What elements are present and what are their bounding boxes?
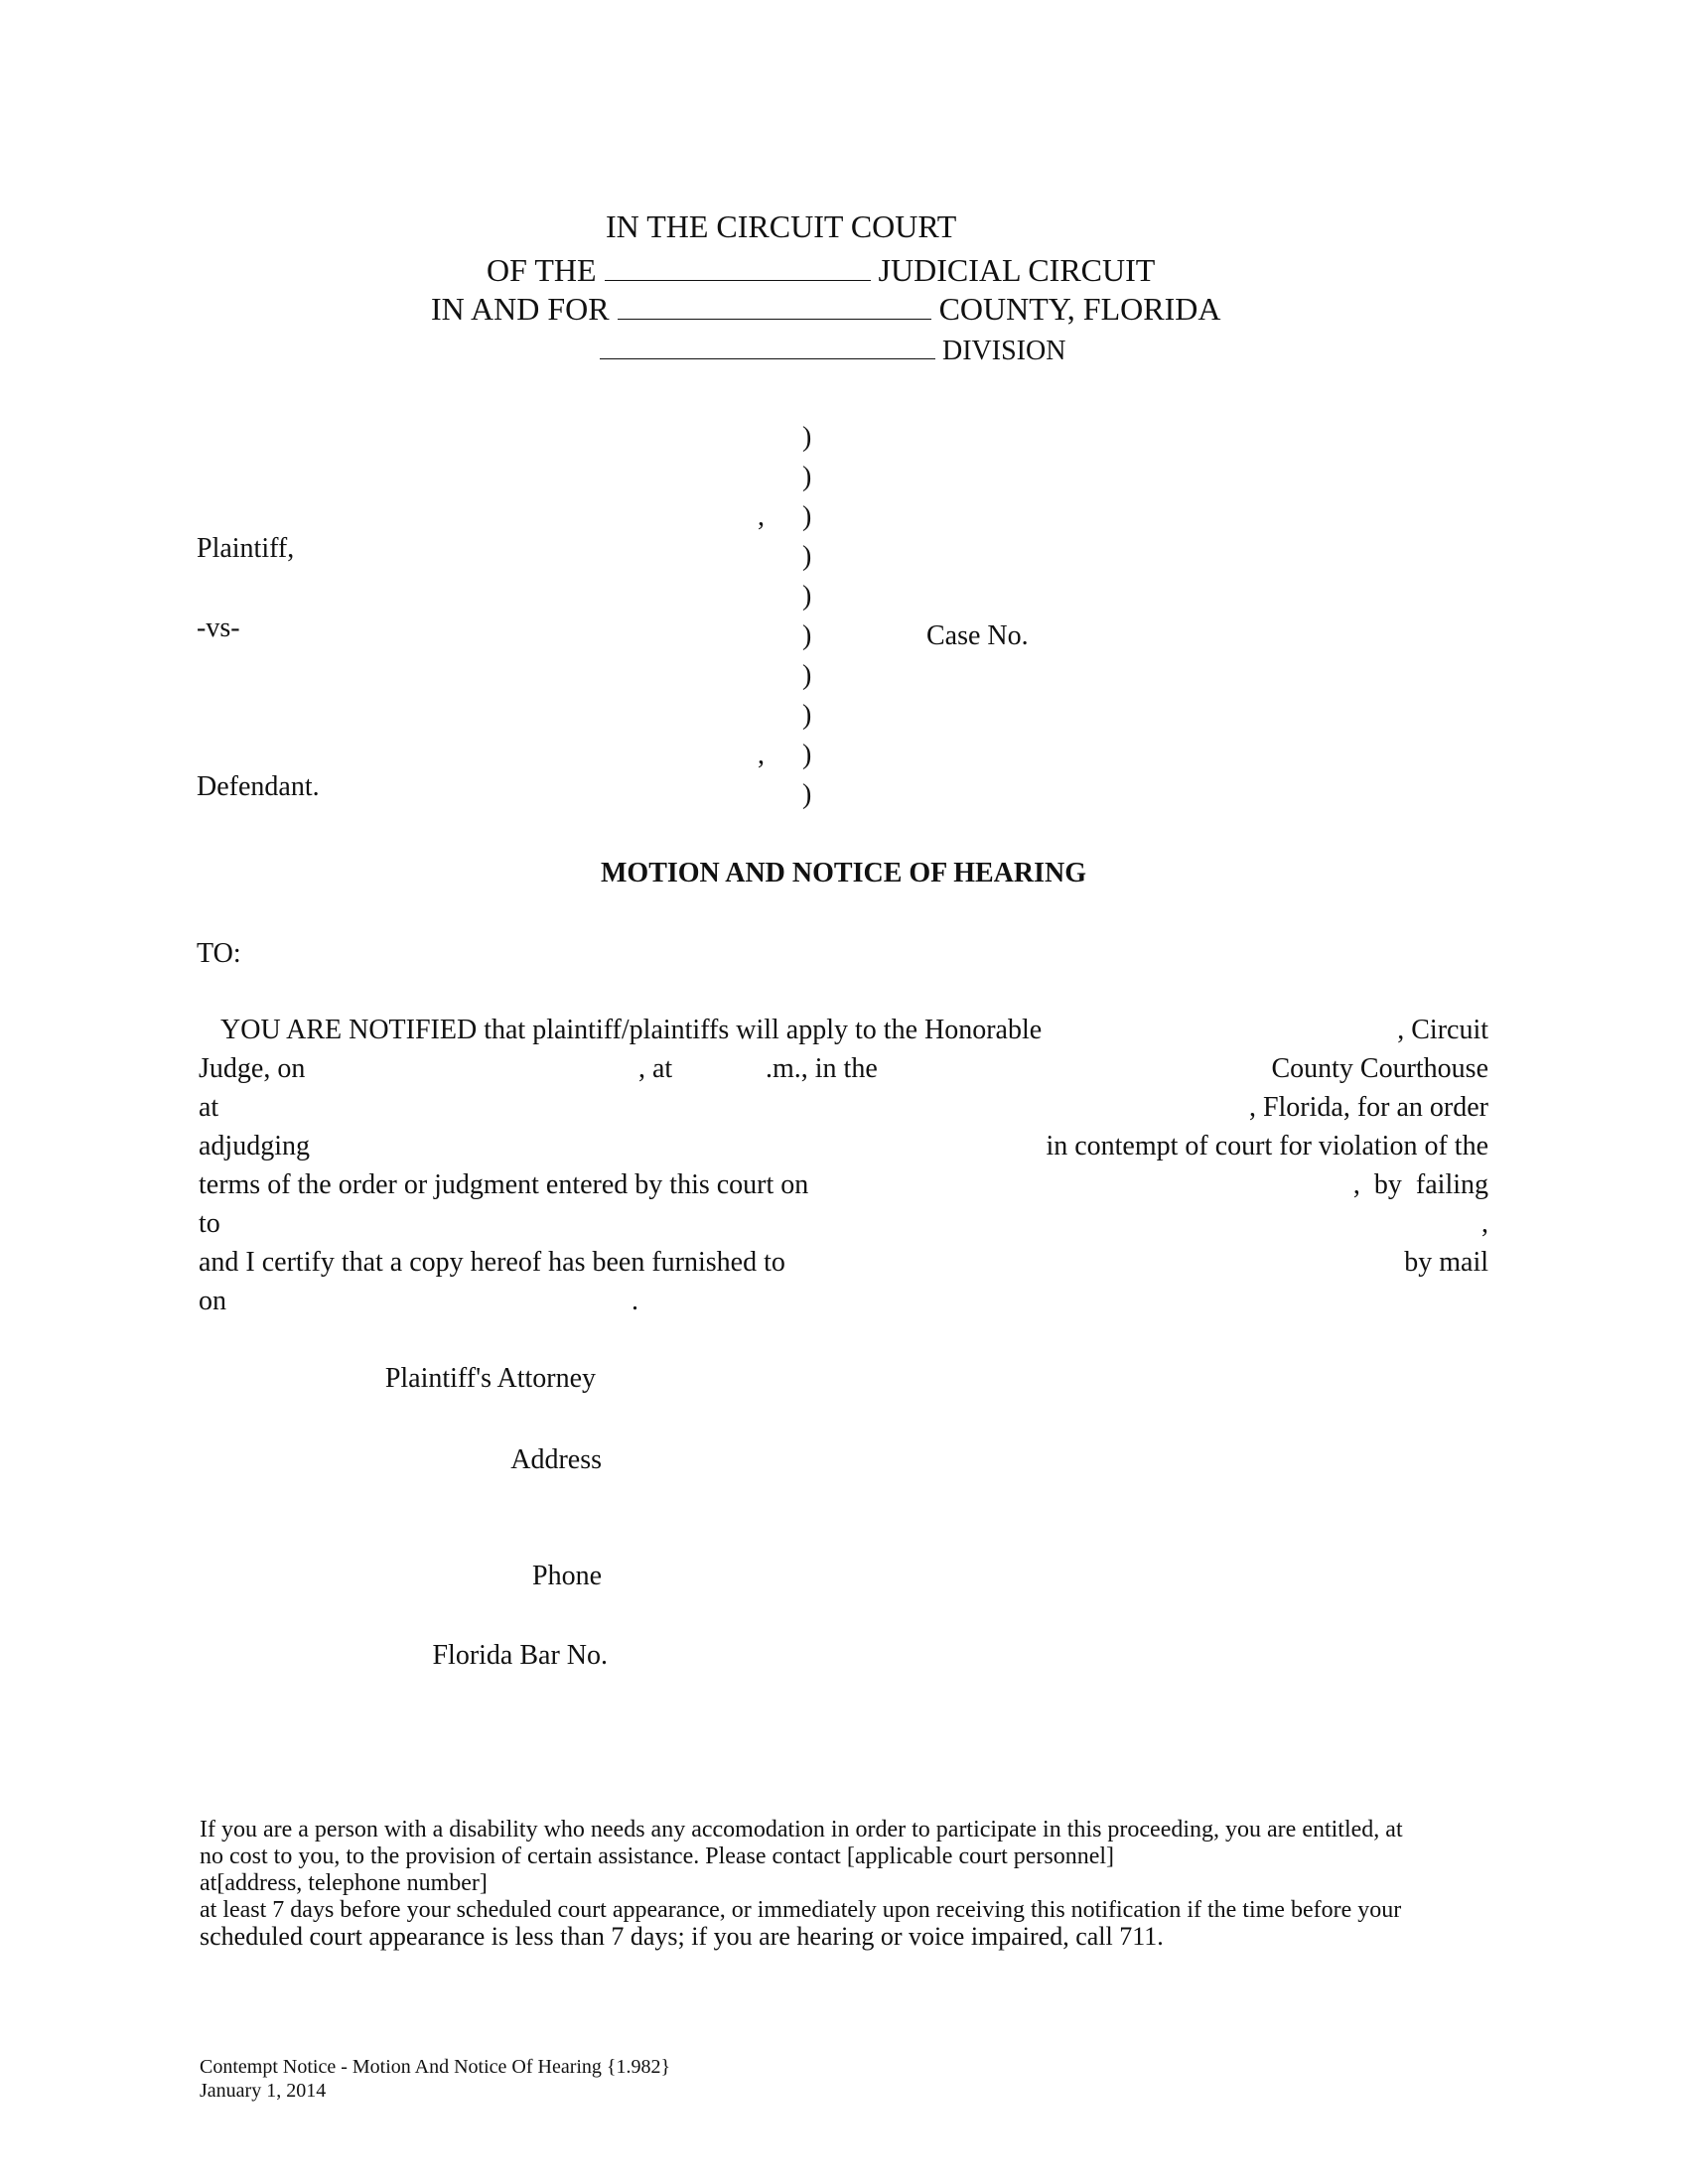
caption-judicial-circuit: JUDICIAL CIRCUIT bbox=[878, 252, 1156, 288]
defendant-name-comma: , bbox=[758, 740, 765, 770]
judicial-circuit-blank[interactable] bbox=[605, 256, 871, 281]
ada-notice-line2: no cost to you, to the provision of certain assistance. Please contact [applicable court personnel] bbox=[200, 1843, 1115, 1869]
ada-notice-line5: scheduled court appearance is less than 7 days; if you are hearing or voice impaired, call 711. bbox=[200, 1922, 1164, 1951]
florida-bar-no-label: Florida Bar No. bbox=[432, 1640, 608, 1671]
ada-notice-line1: If you are a person with a disability who needs any accomodation in order to participate in this proceeding, you are entitled, at bbox=[200, 1817, 1403, 1843]
paren: ) bbox=[802, 620, 812, 651]
caption-county-florida: COUNTY, FLORIDA bbox=[938, 291, 1221, 327]
body-line8-on: on bbox=[199, 1286, 226, 1316]
court-caption-line2 bbox=[487, 252, 1155, 288]
body-line4-adjudging: adjudging bbox=[199, 1131, 310, 1161]
body-line4-contempt: in contempt of court for violation of the bbox=[1046, 1131, 1488, 1161]
case-number-label: Case No. bbox=[926, 620, 1029, 651]
ada-notice-line3: at[address, telephone number] bbox=[200, 1870, 488, 1896]
body-line6-to: to bbox=[199, 1208, 220, 1239]
to-label: TO: bbox=[197, 938, 241, 969]
paren: ) bbox=[802, 462, 812, 492]
court-caption-line4 bbox=[600, 335, 1065, 367]
body-line2-judge: Judge, on bbox=[199, 1053, 306, 1084]
body-line7-certify: and I certify that a copy hereof has been furnished to bbox=[199, 1247, 785, 1278]
body-line3-florida: , Florida, for an order bbox=[1248, 1092, 1488, 1123]
paren: ) bbox=[802, 581, 812, 612]
plaintiff-label: Plaintiff, bbox=[197, 533, 295, 564]
paren: ) bbox=[802, 660, 812, 691]
body-line2-time: .m., in the bbox=[766, 1053, 878, 1084]
body-line2-at: , at bbox=[638, 1053, 673, 1084]
defendant-label: Defendant. bbox=[197, 771, 320, 802]
body-line6-comma: , bbox=[1481, 1208, 1488, 1239]
county-blank[interactable] bbox=[618, 295, 931, 320]
vs-label: -vs- bbox=[197, 613, 240, 643]
body-line1-text: YOU ARE NOTIFIED that plaintiff/plaintiffs will apply to the Honorable bbox=[220, 1015, 1043, 1045]
footer-date: January 1, 2014 bbox=[200, 2080, 327, 2102]
footer-form-name: Contempt Notice - Motion And Notice Of Hearing {1.982} bbox=[200, 2056, 671, 2078]
division-blank[interactable] bbox=[600, 335, 935, 359]
caption-in-and-for: IN AND FOR bbox=[431, 291, 610, 327]
body-line1-end: , Circuit bbox=[1397, 1015, 1488, 1045]
document-title: MOTION AND NOTICE OF HEARING bbox=[601, 858, 1087, 888]
caption-division: DIVISION bbox=[942, 336, 1066, 366]
paren: ) bbox=[802, 779, 812, 810]
body-line5-terms: terms of the order or judgment entered by this court on bbox=[199, 1169, 809, 1200]
plaintiff-name-comma: , bbox=[758, 501, 765, 532]
paren: ) bbox=[802, 541, 812, 572]
body-line7-mail: by mail bbox=[1404, 1247, 1488, 1278]
court-caption-line1: IN THE CIRCUIT COURT bbox=[606, 208, 957, 244]
paren: ) bbox=[802, 501, 812, 532]
plaintiffs-attorney-label: Plaintiff's Attorney bbox=[384, 1363, 596, 1394]
address-label: Address bbox=[510, 1444, 602, 1475]
body-line2-courthouse: County Courthouse bbox=[1271, 1053, 1488, 1084]
body-line5-failing: , by failing bbox=[1352, 1169, 1488, 1200]
phone-label: Phone bbox=[532, 1561, 602, 1591]
paren: ) bbox=[802, 700, 812, 731]
caption-of-the: OF THE bbox=[487, 252, 597, 288]
body-line8-period: . bbox=[632, 1286, 638, 1316]
body-line3-at: at bbox=[199, 1092, 219, 1123]
paren: ) bbox=[802, 422, 812, 453]
paren: ) bbox=[802, 740, 812, 770]
ada-notice-line4: at least 7 days before your scheduled court appearance, or immediately upon receiving this notification if the time before your bbox=[200, 1897, 1402, 1923]
court-caption-line3 bbox=[431, 291, 1220, 327]
